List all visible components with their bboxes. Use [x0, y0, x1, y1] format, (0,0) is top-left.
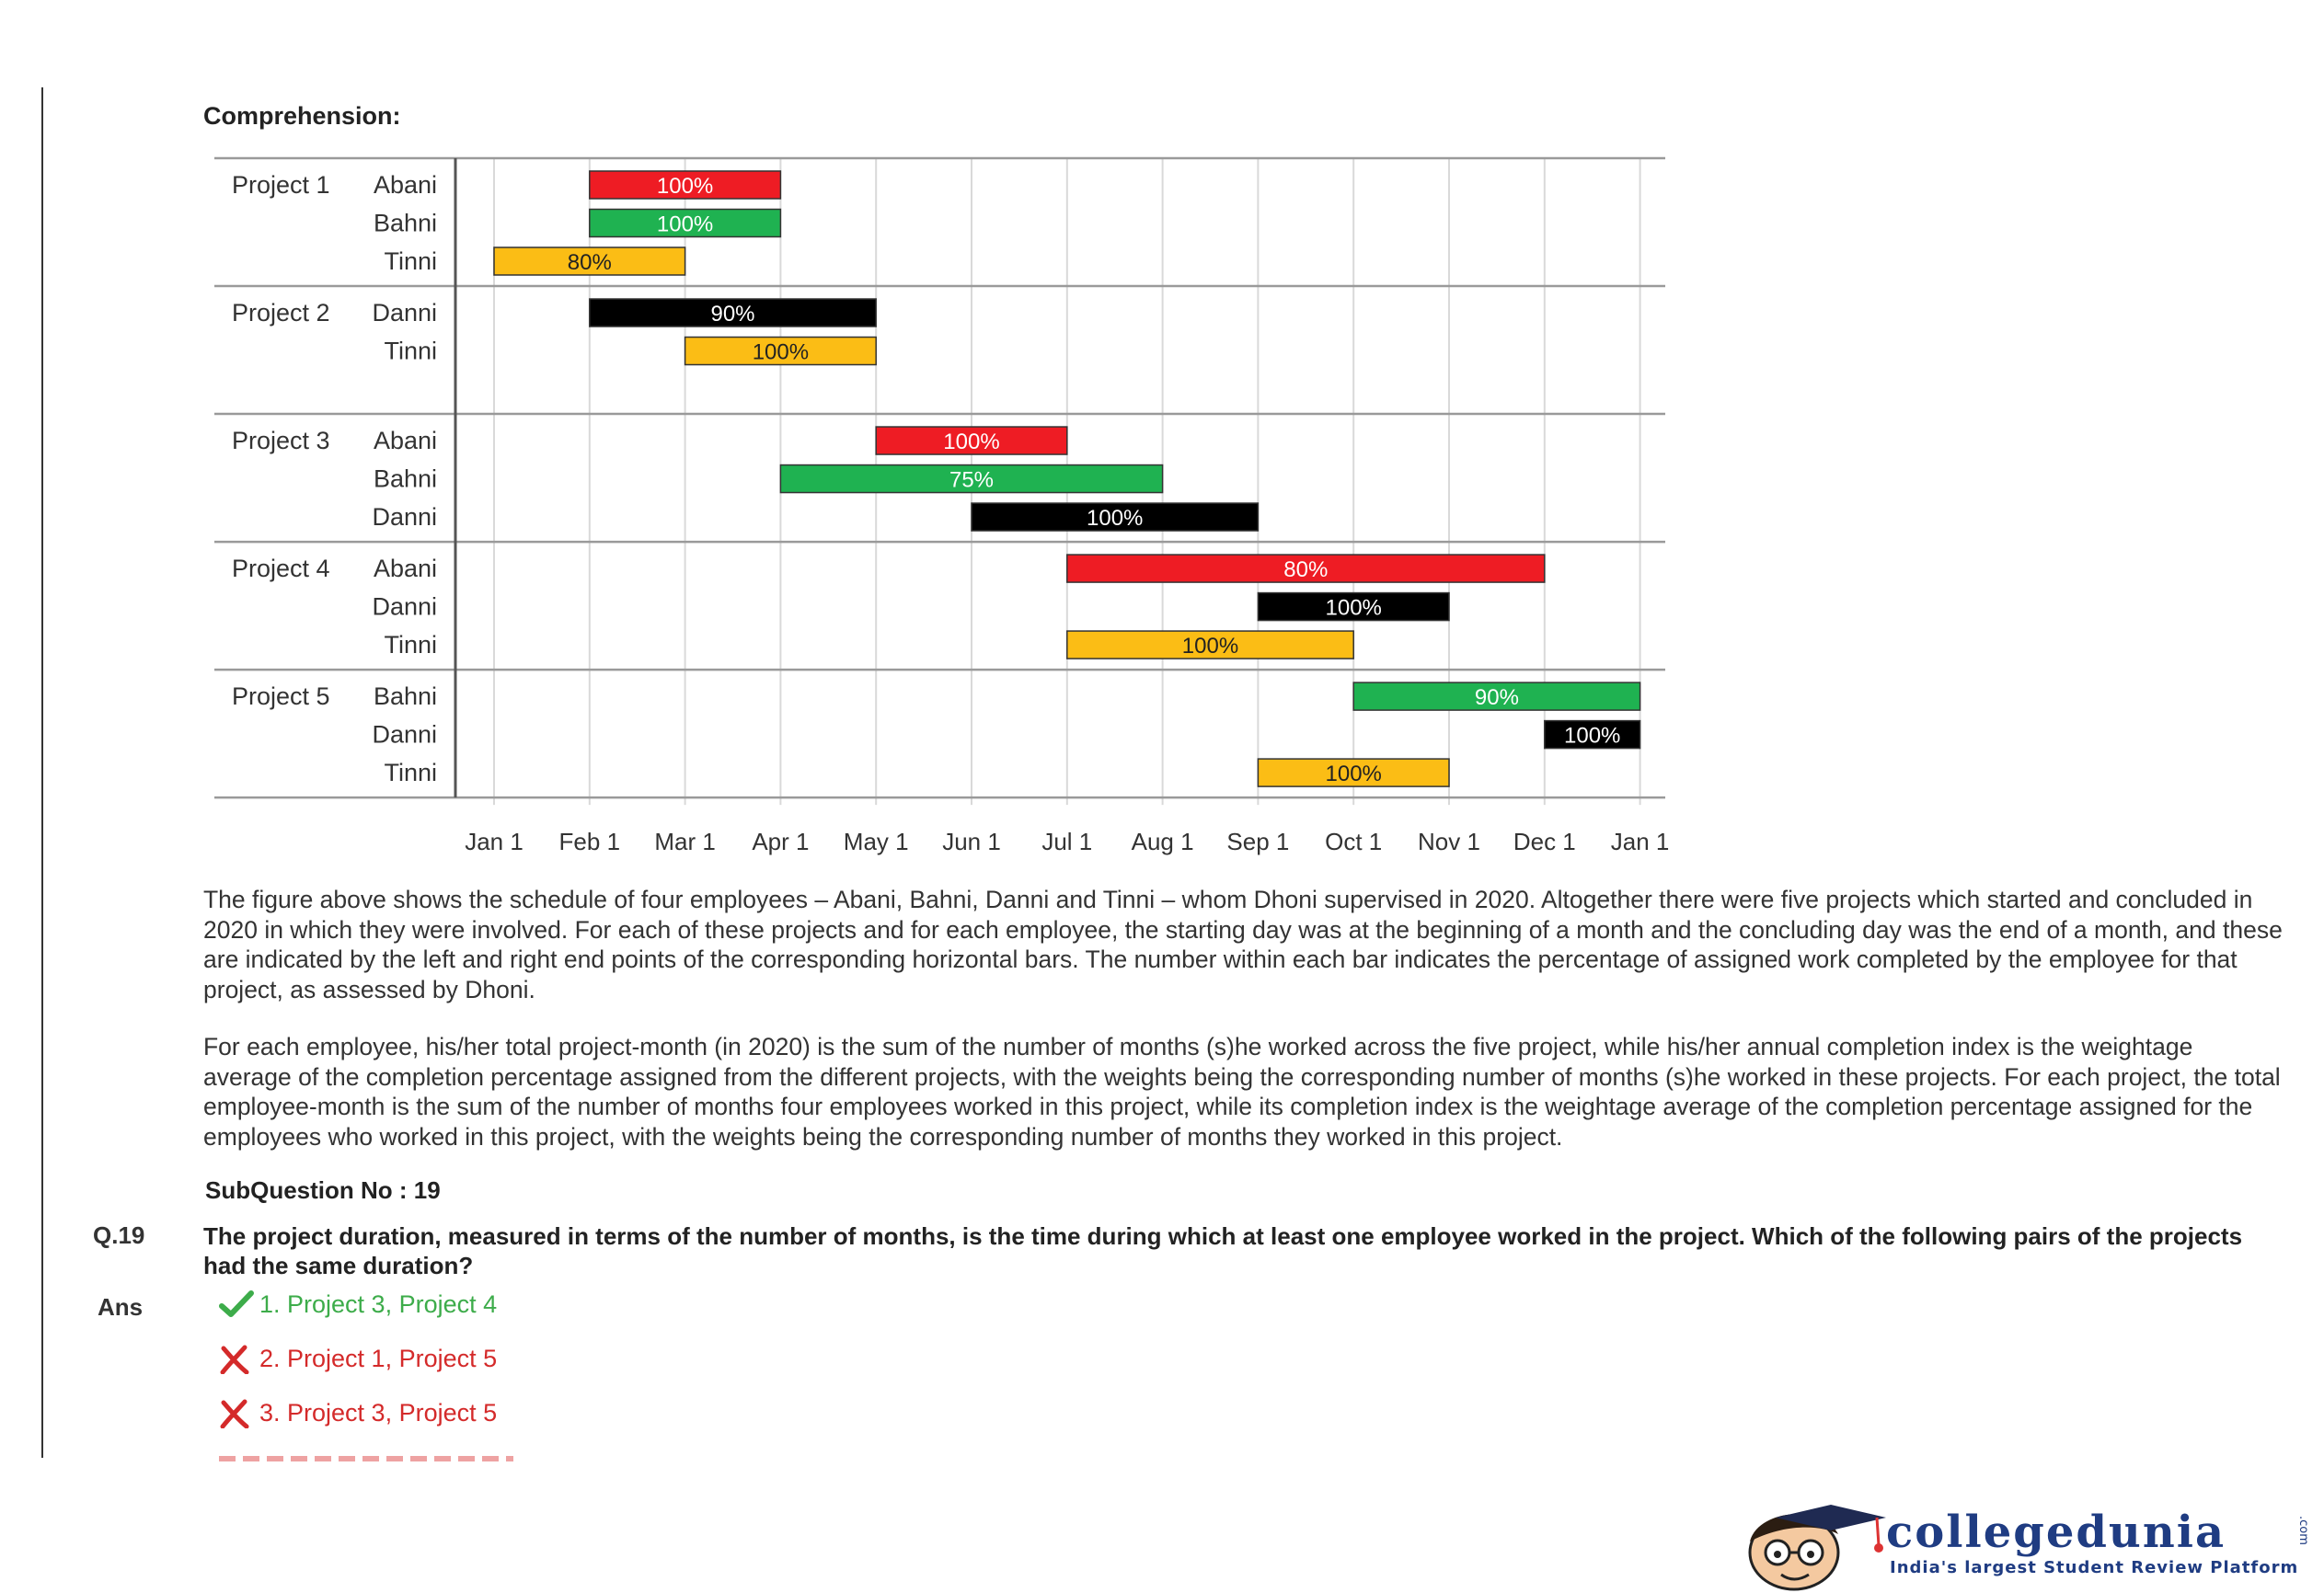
question-number: Q.19 — [93, 1221, 145, 1249]
x-tick-label: Sep 1 — [1226, 828, 1290, 856]
project-label: Project 4 — [232, 555, 330, 583]
x-tick-label: Jan 1 — [1610, 828, 1670, 856]
logo-suffix: .com — [2296, 1516, 2310, 1545]
project-label: Project 5 — [232, 682, 330, 711]
employee-label: Bahni — [373, 464, 437, 493]
bar-value-label: 80% — [567, 250, 612, 275]
x-tick-label: May 1 — [843, 828, 909, 856]
project-label: Project 1 — [232, 171, 330, 199]
x-tick-label: Jun 1 — [942, 828, 1001, 856]
option-3-text: 3. Project 3, Project 5 — [259, 1399, 498, 1427]
employee-label: Bahni — [373, 682, 437, 711]
description-paragraph-1: The figure above shows the schedule of four employees – Abani, Bahni, Danni and Tinni – whom Dhoni supervised in 2020. Altogether there were five projects which started and concluded in 2020 in which they were involved. For each of these projects and for each employee, the starting day was at the beginning of a month and the concluding day was the end of a month, and these are indicated by the left and right end points of the corresponding horizontal bars. The number within each bar indicates the percentage of assigned work completed by the employee for that project, as assessed by Dhoni. — [203, 886, 2283, 1003]
answer-label: Ans — [98, 1293, 144, 1321]
x-tick-label: Mar 1 — [654, 828, 716, 856]
x-tick-label: Dec 1 — [1513, 828, 1576, 856]
left-margin-rule — [41, 87, 43, 1458]
employee-label: Abani — [373, 171, 437, 199]
employee-label: Tinni — [384, 759, 437, 787]
bar-value-label: 75% — [949, 467, 995, 493]
check-icon — [219, 1290, 259, 1318]
employee-label: Abani — [373, 555, 437, 583]
bar-value-label: 90% — [1474, 685, 1519, 711]
x-tick-label: Jan 1 — [465, 828, 523, 856]
employee-label: Danni — [372, 299, 437, 327]
bar-value-label: 80% — [1283, 557, 1329, 583]
logo-wordmark: collegedunia — [1886, 1507, 2226, 1558]
x-tick-label: Nov 1 — [1418, 828, 1480, 856]
x-tick-label: Jul 1 — [1041, 828, 1093, 856]
bar-value-label: 100% — [656, 212, 714, 237]
x-tick-label: Aug 1 — [1131, 828, 1194, 856]
project-label: Project 2 — [232, 299, 330, 327]
bar-value-label: 100% — [1325, 595, 1382, 621]
bar-value-label: 100% — [1181, 634, 1239, 659]
x-tick-label: Apr 1 — [752, 828, 810, 856]
question-text: The project duration, measured in terms of the number of months, is the time during which at least one employee worked in the project. Which of the following pairs of the projects had the same duration? — [203, 1222, 2243, 1279]
employee-label: Tinni — [384, 247, 437, 275]
bar-value-label: 100% — [752, 339, 810, 365]
option-1[interactable] — [219, 1290, 497, 1345]
employee-label: Bahni — [373, 209, 437, 237]
collegedunia-logo — [1730, 1497, 2324, 1593]
option-4-cutoff — [219, 1456, 513, 1461]
bar-value-label: 90% — [710, 302, 755, 327]
employee-label: Tinni — [384, 631, 437, 659]
bar-value-label: 100% — [1564, 723, 1621, 749]
bar-value-label: 100% — [1087, 506, 1144, 532]
bar-value-label: 100% — [1325, 762, 1382, 787]
bar-value-label: 100% — [656, 174, 714, 199]
comprehension-heading: Comprehension: — [203, 102, 401, 130]
employee-label: Danni — [372, 503, 437, 532]
cross-icon — [219, 1399, 259, 1428]
x-tick-label: Feb 1 — [558, 828, 621, 856]
mascot-icon — [1730, 1497, 1886, 1593]
option-1-text: 1. Project 3, Project 4 — [259, 1290, 498, 1318]
employee-label: Abani — [373, 427, 437, 455]
option-2[interactable] — [219, 1345, 497, 1399]
gantt-chart — [212, 147, 1693, 874]
option-3[interactable] — [219, 1399, 497, 1453]
employee-label: Tinni — [384, 337, 437, 365]
x-tick-label: Oct 1 — [1325, 828, 1383, 856]
project-label: Project 3 — [232, 427, 330, 455]
option-2-text: 2. Project 1, Project 5 — [259, 1345, 498, 1372]
subquestion-number: SubQuestion No : 19 — [205, 1176, 441, 1204]
employee-label: Danni — [372, 720, 437, 749]
description-paragraph-2: For each employee, his/her total project-month (in 2020) is the sum of the number of months (s)he worked across the five project, while his/her annual completion index is the weightage average of the completion percentage assigned from the different projects, with the weights being the corresponding number of months (s)he worked in these projects. For each project, the total employee-month is the sum of the number of months four employees worked in this project, while its completion index is the weightage average of the completion percentage assigned for the employees who worked in this project, with the weights being the corresponding number of months they worked in this project. — [203, 1033, 2281, 1151]
bar-value-label: 100% — [943, 430, 1000, 455]
cross-icon — [219, 1345, 259, 1374]
employee-label: Danni — [372, 592, 437, 621]
answer-options — [219, 1290, 497, 1453]
logo-tagline: India's largest Student Review Platform — [1890, 1558, 2299, 1577]
